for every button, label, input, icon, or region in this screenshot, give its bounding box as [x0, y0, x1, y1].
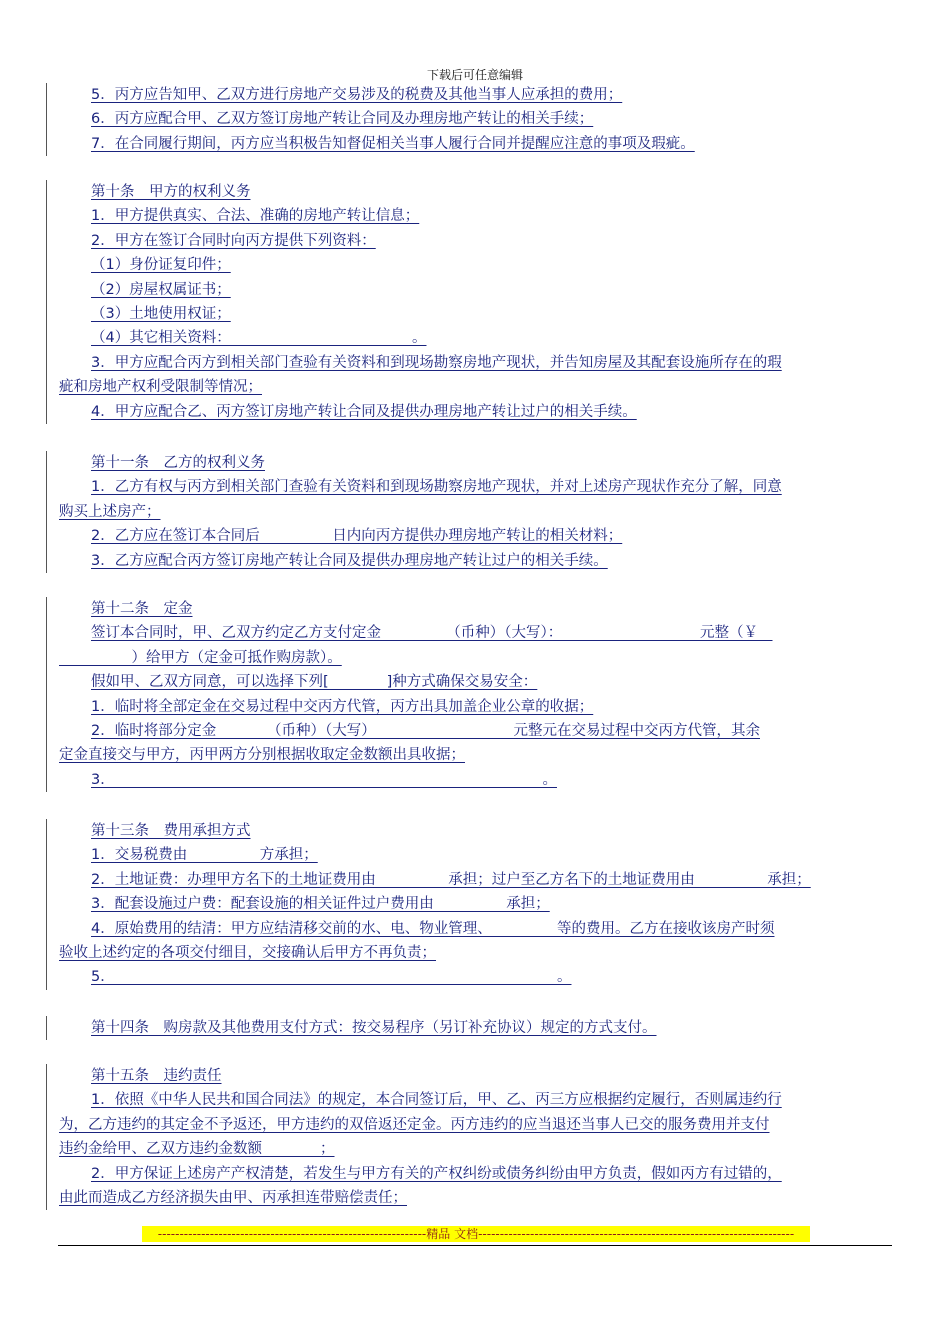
clause-line [47, 646, 897, 670]
clause-text: 6．丙方应配合甲、乙双方签订房地产转让合同及办理房地产转让的相关手续； [91, 111, 594, 128]
clause-text: 1．依照《中华人民共和国合同法》的规定，本合同签订后，甲、乙、丙三方应根据约定履行，否则属违约行 [91, 1092, 782, 1109]
clause-line [47, 1186, 897, 1210]
clause-text: 4．原始费用的结清：甲方应结清移交前的水、电、物业管理、 等的费用。乙方在接收该房产时须 [91, 920, 775, 937]
clause-line [47, 107, 897, 131]
clause-line [47, 695, 897, 719]
clause-text: ）给甲方（定金可抵作购房款）。 [59, 649, 342, 666]
clause-section [46, 83, 897, 156]
clause-text: 2．临时将部分定金 （币种）（大写） 元整元在交易过程中交丙方代管，其余 [91, 722, 760, 739]
clause-text: 签订本合同时，甲、乙双方约定乙方支付定金 （币种）（大写）： 元整（￥ [91, 625, 773, 642]
clause-text: 定金直接交与甲方，丙甲两方分别根据收取定金数额出具收据； [59, 747, 465, 764]
clause-text: 1．交易税费由 方承担； [91, 847, 318, 864]
clause-text: （2）房屋权属证书； [91, 281, 231, 298]
clause-section [46, 597, 897, 792]
clause-text: 第十二条 定金 [91, 601, 193, 617]
clause-line [47, 941, 897, 965]
clause-line [47, 719, 897, 743]
clause-text: 第十三条 费用承担方式 [91, 823, 251, 839]
clause-line [47, 204, 897, 228]
clause-line [47, 843, 897, 867]
clause-text: 3．乙方应配合丙方签订房地产转让合同及提供办理房地产转让过户的相关手续。 [91, 552, 608, 569]
clause-line [47, 1016, 897, 1040]
clause-line [47, 743, 897, 767]
clause-line [47, 1113, 897, 1137]
clause-line [47, 180, 897, 204]
clause-line [47, 1064, 897, 1088]
page-header: 下载后可任意编辑 [426, 68, 523, 82]
clause-text: 3．配套设施过户费：配套设施的相关证件过户费用由 承担； [91, 896, 550, 913]
clause-line [47, 326, 897, 350]
clause-section [46, 180, 897, 424]
clause-line [47, 451, 897, 475]
clause-text: 5．丙方应告知甲、乙双方进行房地产交易涉及的税费及其他当事人应承担的费用； [91, 87, 623, 103]
clause-line [47, 819, 897, 843]
clause-section [46, 1016, 897, 1040]
clause-line [47, 375, 897, 399]
clause-line [47, 549, 897, 573]
clause-text: 3．甲方应配合丙方到相关部门查验有关资料和到现场勘察房地产现状，并告知房屋及其配套设施所存在的瑕 [91, 354, 782, 371]
clause-line [47, 229, 897, 253]
clause-text: 由此而造成乙方经济损失由甲、丙承担连带赔偿责任； [59, 1189, 407, 1206]
clause-line [47, 868, 897, 892]
clause-line [47, 597, 897, 621]
clause-line [47, 1162, 897, 1186]
clause-text: 第十一条 乙方的权利义务 [91, 455, 265, 471]
clause-line [47, 1137, 897, 1161]
clause-text: 第十五条 违约责任 [91, 1068, 222, 1084]
clause-text: 2．土地证费：办理甲方名下的土地证费用由 承担；过户至乙方名下的土地证费用由 承担； [91, 871, 811, 888]
clause-line [47, 475, 897, 499]
clause-section [46, 819, 897, 990]
clause-section [46, 1064, 897, 1210]
clause-text: 为，乙方违约的其定金不予返还，甲方违约的双倍返还定金。丙方违约的应当退还当事人已交的服务费用并支付 [59, 1116, 770, 1133]
clause-line [47, 917, 897, 941]
clause-text: 疵和房地产权利受限制等情况； [59, 379, 262, 396]
clause-section [46, 451, 897, 573]
clause-text: 4．甲方应配合乙、丙方签订房地产转让合同及提供办理房地产转让过户的相关手续。 [91, 403, 637, 420]
clause-line [47, 892, 897, 916]
clause-line [47, 278, 897, 302]
clause-text: 7．在合同履行期间，丙方应当积极告知督促相关当事人履行合同并提醒应注意的事项及瑕疵。 [91, 135, 695, 152]
clause-text: 2．甲方保证上述房产产权清楚，若发生与甲方有关的产权纠纷或债务纠纷由甲方负责，假如丙方有过错的， [91, 1165, 782, 1182]
clause-text: 1．临时将全部定金在交易过程中交丙方代管，丙方出具加盖企业公章的收据； [91, 698, 594, 715]
clause-line [47, 965, 897, 989]
clause-text: 1．乙方有权与丙方到相关部门查验有关资料和到现场勘察房地产现状，并对上述房产现状作充分了解，同意 [91, 479, 782, 496]
clause-line [47, 670, 897, 694]
clause-line [47, 253, 897, 277]
clause-text: 2．乙方应在签订本合同后 日内向丙方提供办理房地产转让的相关材料； [91, 528, 623, 545]
clause-text: 第十条 甲方的权利义务 [91, 184, 251, 200]
clause-line [47, 768, 897, 792]
clause-line [47, 524, 897, 548]
clause-text: 假如甲、乙双方同意，可以选择下列[ ]种方式确保交易安全： [91, 674, 538, 691]
clause-text: 验收上述约定的各项交付细目，交接确认后甲方不再负责； [59, 944, 436, 961]
clause-text: （3）土地使用权证； [91, 305, 231, 322]
clause-text: 3． 。 [91, 771, 557, 788]
clause-line [47, 400, 897, 424]
footer-watermark: --------------------------------------------------------------精品 文档------------------------------------------------------------------------- [142, 1226, 810, 1242]
clause-text: 违约金给甲、乙双方违约金数额 ； [59, 1141, 335, 1158]
clause-line [47, 132, 897, 156]
clause-line [47, 500, 897, 524]
clause-line [47, 302, 897, 326]
clause-line [47, 1088, 897, 1112]
clause-text: 2．甲方在签订合同时向丙方提供下列资料： [91, 232, 376, 249]
footer-divider [58, 1245, 892, 1246]
clause-line [47, 621, 897, 645]
clause-text: （4）其它相关资料： 。 [91, 330, 427, 347]
clause-text: 购买上述房产； [59, 503, 161, 520]
clause-text: （1）身份证复印件； [91, 257, 231, 274]
clause-text: 5． 。 [91, 969, 572, 986]
clause-text: 第十四条 购房款及其他费用支付方式：按交易程序（另订补充协议）规定的方式支付。 [91, 1020, 657, 1036]
clause-line [47, 83, 897, 107]
clause-line [47, 351, 897, 375]
clause-text: 1．甲方提供真实、合法、准确的房地产转让信息； [91, 208, 420, 225]
